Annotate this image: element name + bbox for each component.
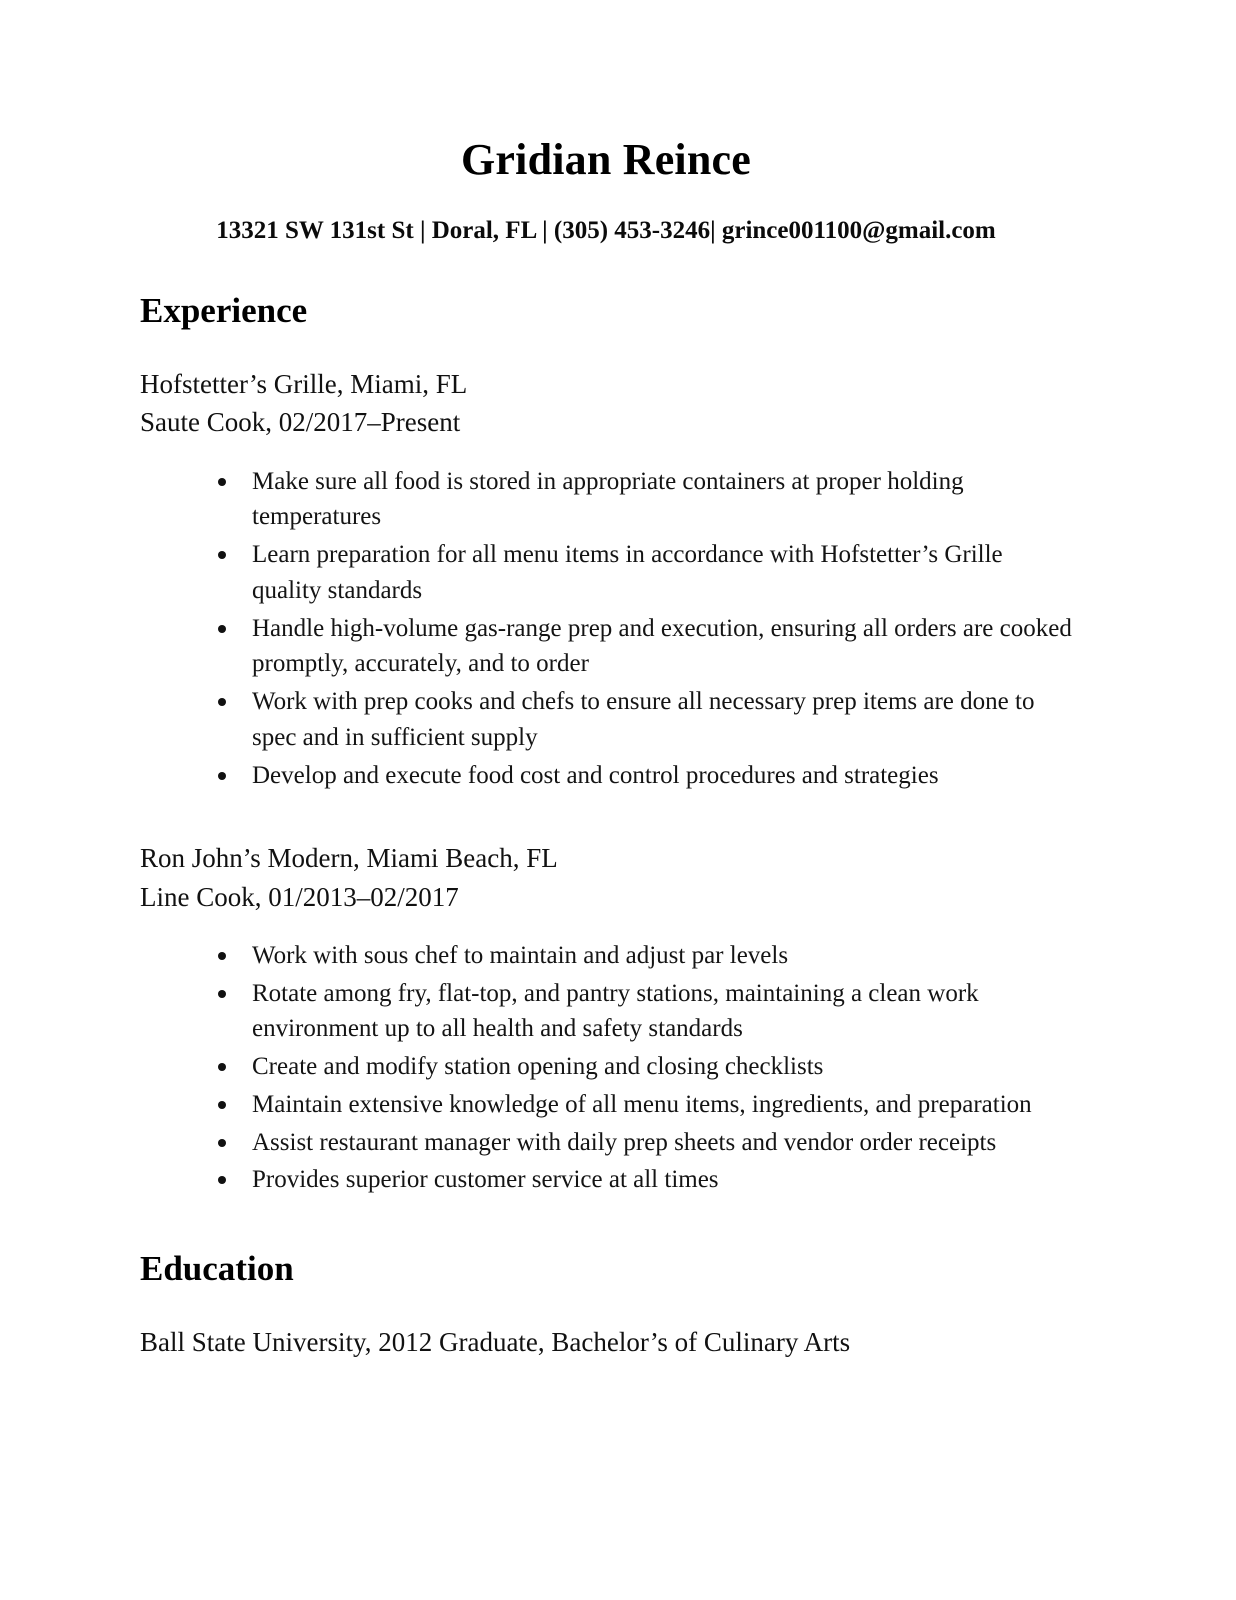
list-item-text: Maintain extensive knowledge of all menu items, ingredients, and preparation [252, 1090, 1032, 1118]
list-item [140, 464, 1072, 536]
education-entry: Ball State University, 2012 Graduate, Bachelor’s of Culinary Arts [140, 1326, 851, 1357]
list-item-text: Develop and execute food cost and control procedures and strategies [252, 761, 939, 789]
bullet-dot-icon [218, 772, 226, 780]
job-entry [140, 331, 1072, 442]
page-title: Gridian Reince [460, 135, 751, 184]
list-item-text: Rotate among fry, flat-top, and pantry stations, maintaining a clean work environment up to all health and safety standards [252, 979, 979, 1043]
job-title-line: Line Cook, 01/2013–02/2017 [140, 881, 459, 912]
list-item [140, 1125, 1072, 1161]
list-item-text: Create and modify station opening and closing checklists [252, 1053, 824, 1081]
list-item [140, 758, 1072, 794]
job-employer-line: Hofstetter’s Grille, Miami, FL [140, 368, 468, 399]
list-item [140, 611, 1072, 683]
list-item [140, 684, 1072, 756]
list-item [140, 1162, 1072, 1198]
list-item-text: Work with prep cooks and chefs to ensure all necessary prep items are done to spec and in sufficient supply [252, 688, 1035, 751]
list-item-text: Make sure all food is stored in appropriate containers at proper holding temperatures [252, 467, 964, 531]
bullet-dot-icon [218, 698, 226, 706]
bullet-dot-icon [218, 1139, 226, 1147]
bullet-dot-icon [218, 990, 226, 998]
bullet-dot-icon [218, 625, 226, 633]
list-item-text: Assist restaurant manager with daily prep sheets and vendor order receipts [252, 1128, 997, 1156]
list-item-text: Handle high-volume gas-range prep and execution, ensuring all orders are cooked promptly, accurately, and to order [252, 614, 1072, 678]
job-employer-line: Ron John’s Modern, Miami Beach, FL [140, 843, 558, 874]
section-heading-experience: Experience [140, 291, 308, 331]
list-item [140, 537, 1072, 609]
list-item-text: Work with sous chef to maintain and adjust par levels [252, 941, 789, 969]
section-heading-education: Education [140, 1249, 294, 1289]
bullet-dot-icon [218, 478, 226, 486]
list-item-text: Provides superior customer service at all times [252, 1166, 719, 1194]
list-item-text: Learn preparation for all menu items in accordance with Hofstetter’s Grille quality standards [252, 541, 1003, 604]
bullet-dot-icon [218, 1101, 226, 1109]
job-responsibility-list [140, 916, 1072, 1198]
contact-line: 13321 SW 131st St | Doral, FL | (305) 453-3246| grince001100@gmail.com [216, 217, 996, 245]
bullet-dot-icon [218, 551, 226, 559]
job-entry [140, 795, 1072, 916]
job-title-line: Saute Cook, 02/2017–Present [140, 407, 461, 438]
list-item [140, 1049, 1072, 1085]
bullet-dot-icon [218, 1176, 226, 1184]
resume-content [140, 0, 1072, 1361]
list-item [140, 976, 1072, 1048]
job-responsibility-list [140, 442, 1072, 794]
bullet-dot-icon [218, 952, 226, 960]
bullet-dot-icon [218, 1063, 226, 1071]
list-item [140, 938, 1072, 974]
list-item [140, 1087, 1072, 1123]
